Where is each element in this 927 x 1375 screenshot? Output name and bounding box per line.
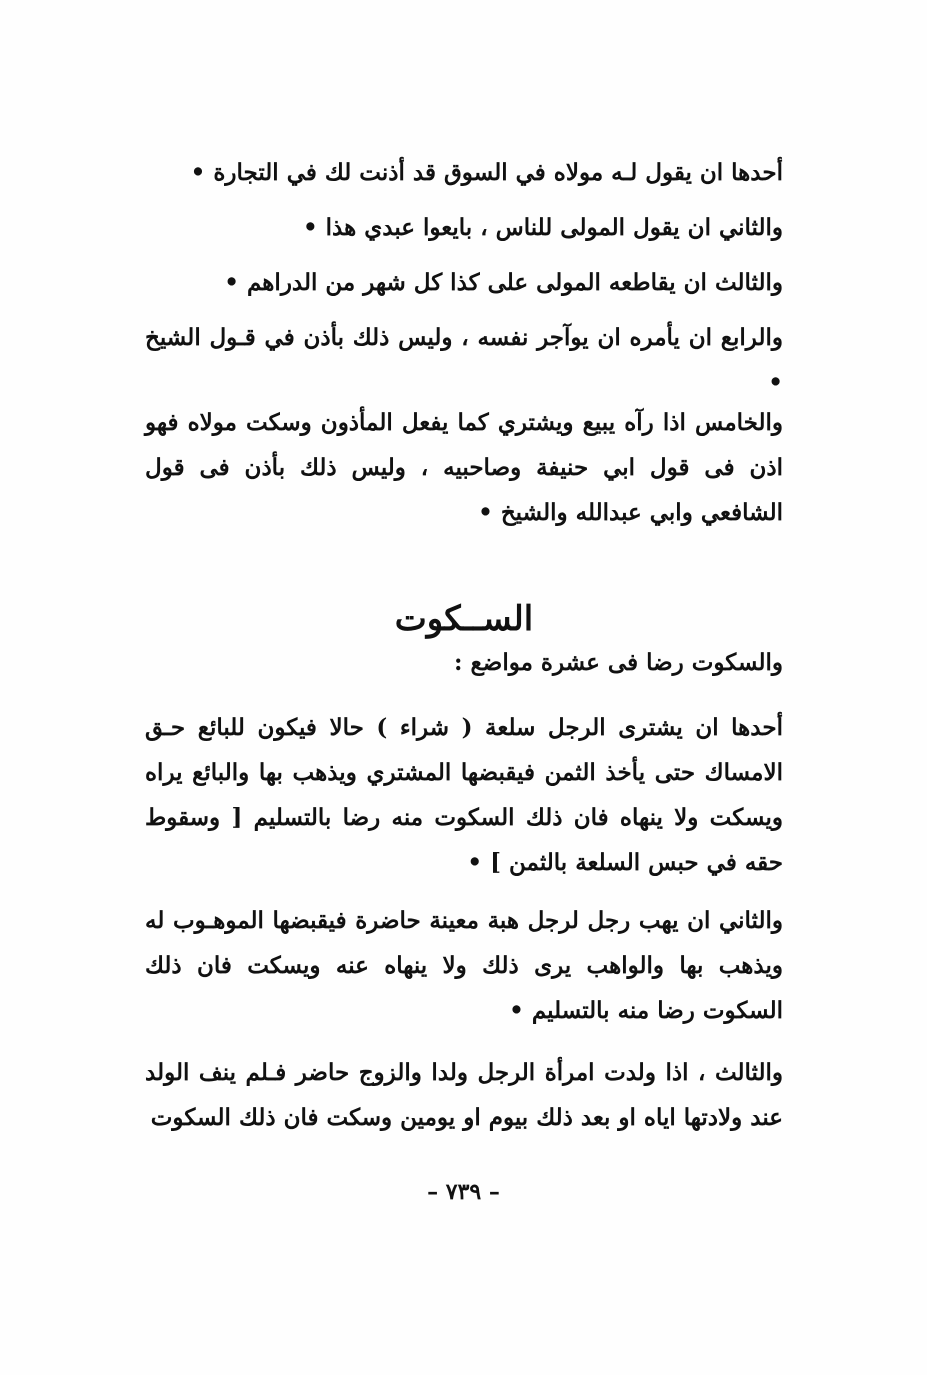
list-item-second: والثاني ان يقول المولى للناس ، بايعوا عبدي هذا • (302, 214, 783, 241)
fifth-paragraph: والخامس اذا رآه يبيع ويشتري كما يفعل المأذون وسكت مولاه فهو اذن فى قول ابي حنيفة وصاحبيه ، وليس ذلك بأذن فى قول الشافعي وابي عبدالله والشيخ • (145, 409, 783, 526)
list-item-fourth: والرابع ان يأمره ان يوآجر نفسه ، وليس ذلك بأذن في قـول الشيخ • (145, 324, 783, 396)
section-paragraph-block-2 (145, 898, 783, 1033)
section-paragraph-block-3 (145, 1050, 783, 1140)
enumerated-list (145, 150, 783, 415)
section-intro-block (145, 640, 783, 685)
section-paragraph-second: والثاني ان يهب رجل لرجل هبة معينة حاضرة فيقبضها الموهـوب له ويذهب بها والواهب يرى ذلك ولا ينهاه عنه ويسكت فان ذلك السكوت رضا منه بالتسليم • (145, 907, 783, 1024)
section-paragraph-first: أحدها ان يشترى الرجل سلعة ( شراء ) حالا فيكون للبائع حـق الامساك حتى يأخذ الثمن فيقبضها المشتري ويذهب بها والبائع يراه ويسكت ولا ينهاه فان ذلك السكوت منه رضا بالتسليم [ وسقوط حقه في حبس السلعة بالثمن ] • (145, 714, 783, 876)
section-heading: الســكوت (394, 599, 534, 640)
section-paragraph-block-1 (145, 705, 783, 885)
list-item-first: أحدها ان يقول لـه مولاه في السوق قد أذنت لك في التجارة • (190, 159, 783, 186)
page-number: – ٧٣٩ – (427, 1179, 500, 1205)
list-item-third: والثالث ان يقاطعه المولى على كذا كل شهر من الدراهم • (224, 269, 783, 296)
section-paragraph-third: والثالث ، اذا ولدت امرأة الرجل ولدا والزوج حاضر فـلم ينف الولد عند ولادتها اياه او بعد ذلك بيوم او يومين وسكت فان ذلك السكوت (145, 1059, 783, 1131)
section-intro: والسكوت رضا فى عشرة مواضع : (454, 649, 783, 676)
fifth-paragraph-block (145, 400, 783, 535)
